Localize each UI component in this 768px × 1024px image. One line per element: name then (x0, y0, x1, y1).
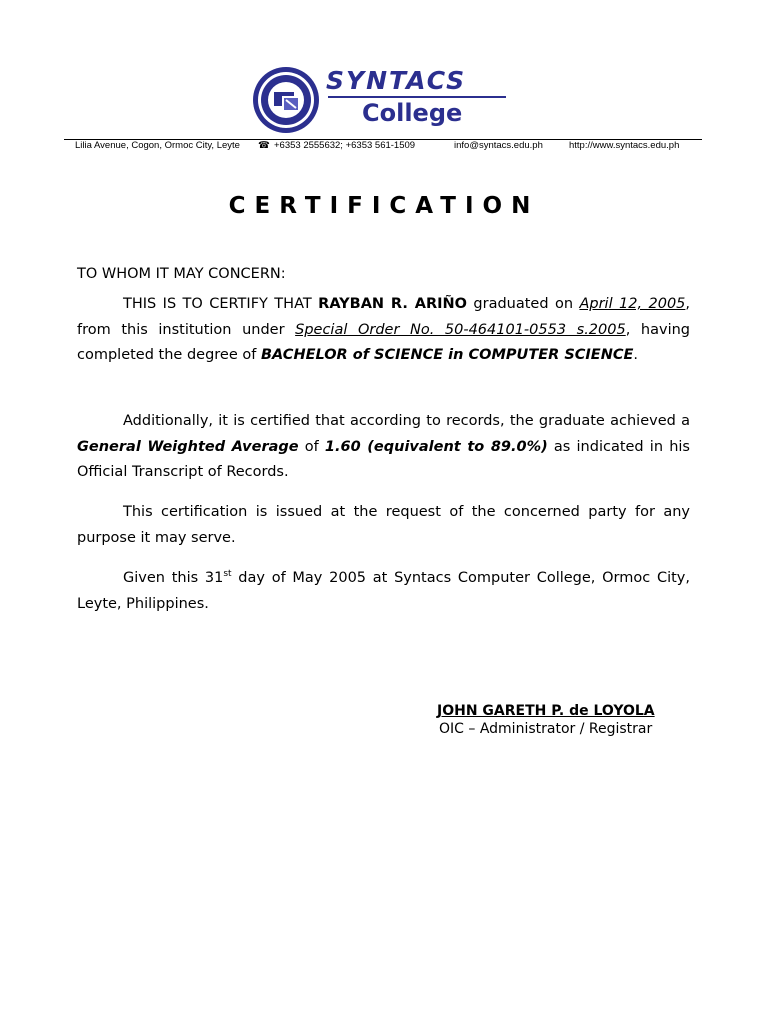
college-subtitle: College (362, 99, 463, 127)
address-text: Lilia Avenue, Cogon, Ormoc City, Leyte (75, 140, 240, 151)
p1-text-4: , having completed the degree of (77, 321, 690, 363)
college-name: SYNTACS (326, 66, 467, 95)
college-seal-icon (250, 66, 322, 134)
paragraph-certify (77, 292, 690, 369)
signatory-name: JOHN GARETH P. de LOYOLA (437, 703, 655, 719)
graduation-date: April 12, 2005 (579, 296, 686, 312)
college-name-underline (328, 96, 506, 98)
salutation: TO WHOM IT MAY CONCERN: (77, 266, 286, 282)
p1-text-1: THIS IS TO CERTIFY THAT (123, 296, 319, 312)
p2-text-2: of (298, 438, 325, 455)
p4-text-2: day of May 2005 at Syntacs Computer College, Ormoc City, Leyte, Philippines. (77, 570, 690, 612)
phone-text: +6353 2555632; +6353 561-1509 (274, 140, 416, 151)
paragraph-gwa (77, 409, 690, 486)
special-order: Special Order No. 50-464101-0553 s.2005 (295, 321, 626, 338)
p1-text-2: graduated on (466, 296, 580, 312)
paragraph-given (77, 566, 690, 617)
day-suffix: st (223, 569, 232, 580)
p4-text-1: Given this 31 (123, 570, 224, 586)
paragraph-purpose: This certification is issued at the request of the concerned party for any purpose it may serve. (77, 504, 690, 546)
gwa-label: General Weighted Average (77, 438, 299, 455)
p2-text-3: as indicated in his Official Transcript of Records. (77, 438, 690, 480)
degree-name: BACHELOR of SCIENCE in COMPUTER SCIENCE (260, 347, 634, 363)
p2-text-1: Additionally, it is certified that according to records, the graduate achieved a (123, 413, 690, 429)
website-text: http://www.syntacs.edu.ph (569, 140, 680, 151)
college-logo (250, 66, 510, 134)
p1-text-3: , from this institution under (77, 296, 691, 338)
gwa-value: 1.60 (equivalent to 89.0%) (324, 438, 548, 455)
p1-text-5: . (633, 347, 638, 363)
signatory-title: OIC – Administrator / Registrar (439, 721, 653, 737)
document-title: CERTIFICATION (228, 193, 540, 219)
email-text: info@syntacs.edu.ph (454, 140, 543, 151)
telephone-icon: ☎ (258, 140, 270, 151)
graduate-name: RAYBAN R. ARIÑO (318, 296, 467, 312)
